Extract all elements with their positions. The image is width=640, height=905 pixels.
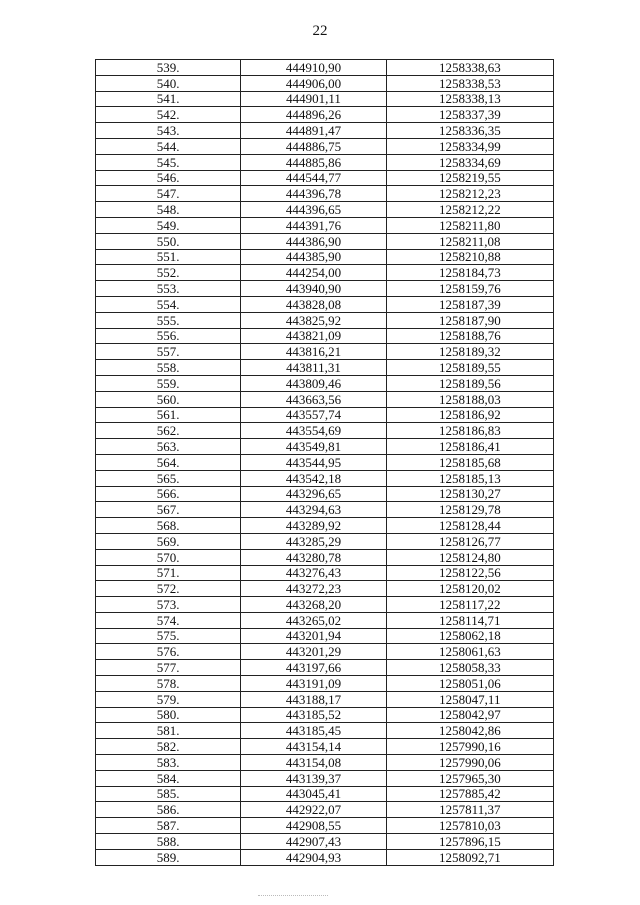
x-coordinate-cell: 442907,43 — [241, 834, 386, 850]
y-coordinate-cell: 1258188,76 — [386, 328, 553, 344]
point-number-cell: 580. — [96, 707, 241, 723]
x-coordinate-cell: 444891,47 — [241, 123, 386, 139]
x-coordinate-cell: 443296,65 — [241, 486, 386, 502]
y-coordinate-cell: 1258338,63 — [386, 60, 553, 76]
point-number-cell: 559. — [96, 375, 241, 391]
point-number-cell: 569. — [96, 533, 241, 549]
y-coordinate-cell: 1257811,37 — [386, 802, 553, 818]
table-row — [96, 739, 554, 755]
x-coordinate-cell: 442908,55 — [241, 818, 386, 834]
y-coordinate-cell: 1258187,39 — [386, 296, 553, 312]
x-coordinate-cell: 443201,29 — [241, 644, 386, 660]
table-row — [96, 375, 554, 391]
table-row — [96, 581, 554, 597]
point-number-cell: 558. — [96, 360, 241, 376]
point-number-cell: 551. — [96, 249, 241, 265]
y-coordinate-cell: 1258189,32 — [386, 344, 553, 360]
table-row — [96, 296, 554, 312]
table-row — [96, 660, 554, 676]
y-coordinate-cell: 1258092,71 — [386, 849, 553, 865]
table-row — [96, 202, 554, 218]
point-number-cell: 574. — [96, 612, 241, 628]
table-row — [96, 407, 554, 423]
y-coordinate-cell: 1257965,30 — [386, 770, 553, 786]
x-coordinate-cell: 443816,21 — [241, 344, 386, 360]
table-row — [96, 391, 554, 407]
table-row — [96, 360, 554, 376]
y-coordinate-cell: 1258061,63 — [386, 644, 553, 660]
y-coordinate-cell: 1258129,78 — [386, 502, 553, 518]
x-coordinate-cell: 444896,26 — [241, 107, 386, 123]
point-number-cell: 577. — [96, 660, 241, 676]
x-coordinate-cell: 443197,66 — [241, 660, 386, 676]
x-coordinate-cell: 444544,77 — [241, 170, 386, 186]
x-coordinate-cell: 443191,09 — [241, 676, 386, 692]
table-row — [96, 691, 554, 707]
x-coordinate-cell: 443811,31 — [241, 360, 386, 376]
x-coordinate-cell: 444906,00 — [241, 75, 386, 91]
y-coordinate-cell: 1258047,11 — [386, 691, 553, 707]
y-coordinate-cell: 1257885,42 — [386, 786, 553, 802]
table-row — [96, 470, 554, 486]
point-number-cell: 539. — [96, 60, 241, 76]
y-coordinate-cell: 1258211,80 — [386, 217, 553, 233]
table-row — [96, 707, 554, 723]
y-coordinate-cell: 1258186,92 — [386, 407, 553, 423]
x-coordinate-cell: 443139,37 — [241, 770, 386, 786]
y-coordinate-cell: 1258338,13 — [386, 91, 553, 107]
x-coordinate-cell: 443828,08 — [241, 296, 386, 312]
x-coordinate-cell: 444901,11 — [241, 91, 386, 107]
point-number-cell: 587. — [96, 818, 241, 834]
table-row — [96, 281, 554, 297]
point-number-cell: 589. — [96, 849, 241, 865]
x-coordinate-cell: 444910,90 — [241, 60, 386, 76]
table-row — [96, 612, 554, 628]
point-number-cell: 576. — [96, 644, 241, 660]
table-row — [96, 802, 554, 818]
y-coordinate-cell: 1258128,44 — [386, 518, 553, 534]
point-number-cell: 579. — [96, 691, 241, 707]
table-row — [96, 644, 554, 660]
point-number-cell: 540. — [96, 75, 241, 91]
table-row — [96, 328, 554, 344]
page-number: 22 — [312, 23, 328, 39]
point-number-cell: 555. — [96, 312, 241, 328]
x-coordinate-cell: 443154,08 — [241, 755, 386, 771]
x-coordinate-cell: 443201,94 — [241, 628, 386, 644]
table-row — [96, 138, 554, 154]
point-number-cell: 578. — [96, 676, 241, 692]
y-coordinate-cell: 1258117,22 — [386, 597, 553, 613]
y-coordinate-cell: 1257896,15 — [386, 834, 553, 850]
y-coordinate-cell: 1258189,56 — [386, 375, 553, 391]
point-number-cell: 563. — [96, 439, 241, 455]
y-coordinate-cell: 1258124,80 — [386, 549, 553, 565]
coordinates-table-body — [96, 60, 554, 866]
table-row — [96, 533, 554, 549]
point-number-cell: 588. — [96, 834, 241, 850]
x-coordinate-cell: 443265,02 — [241, 612, 386, 628]
x-coordinate-cell: 444396,65 — [241, 202, 386, 218]
y-coordinate-cell: 1258114,71 — [386, 612, 553, 628]
y-coordinate-cell: 1258058,33 — [386, 660, 553, 676]
x-coordinate-cell: 443294,63 — [241, 502, 386, 518]
coordinates-table — [95, 59, 554, 866]
y-coordinate-cell: 1258338,53 — [386, 75, 553, 91]
table-row — [96, 628, 554, 644]
point-number-cell: 545. — [96, 154, 241, 170]
point-number-cell: 553. — [96, 281, 241, 297]
point-number-cell: 542. — [96, 107, 241, 123]
x-coordinate-cell: 442922,07 — [241, 802, 386, 818]
y-coordinate-cell: 1258185,68 — [386, 454, 553, 470]
table-row — [96, 312, 554, 328]
x-coordinate-cell: 444254,00 — [241, 265, 386, 281]
point-number-cell: 581. — [96, 723, 241, 739]
x-coordinate-cell: 443542,18 — [241, 470, 386, 486]
table-row — [96, 786, 554, 802]
point-number-cell: 556. — [96, 328, 241, 344]
x-coordinate-cell: 443272,23 — [241, 581, 386, 597]
y-coordinate-cell: 1258210,88 — [386, 249, 553, 265]
table-row — [96, 597, 554, 613]
y-coordinate-cell: 1258188,03 — [386, 391, 553, 407]
point-number-cell: 548. — [96, 202, 241, 218]
table-row — [96, 565, 554, 581]
y-coordinate-cell: 1258184,73 — [386, 265, 553, 281]
x-coordinate-cell: 442904,93 — [241, 849, 386, 865]
y-coordinate-cell: 1258186,83 — [386, 423, 553, 439]
y-coordinate-cell: 1257990,06 — [386, 755, 553, 771]
y-coordinate-cell: 1258185,13 — [386, 470, 553, 486]
table-row — [96, 549, 554, 565]
table-row — [96, 518, 554, 534]
table-row — [96, 75, 554, 91]
y-coordinate-cell: 1258122,56 — [386, 565, 553, 581]
point-number-cell: 567. — [96, 502, 241, 518]
point-number-cell: 557. — [96, 344, 241, 360]
x-coordinate-cell: 443663,56 — [241, 391, 386, 407]
table-row — [96, 454, 554, 470]
table-row — [96, 233, 554, 249]
point-number-cell: 573. — [96, 597, 241, 613]
point-number-cell: 543. — [96, 123, 241, 139]
point-number-cell: 549. — [96, 217, 241, 233]
point-number-cell: 570. — [96, 549, 241, 565]
x-coordinate-cell: 443185,45 — [241, 723, 386, 739]
x-coordinate-cell: 443276,43 — [241, 565, 386, 581]
x-coordinate-cell: 443154,14 — [241, 739, 386, 755]
point-number-cell: 554. — [96, 296, 241, 312]
table-row — [96, 249, 554, 265]
table-row — [96, 723, 554, 739]
x-coordinate-cell: 444396,78 — [241, 186, 386, 202]
table-row — [96, 91, 554, 107]
y-coordinate-cell: 1258219,55 — [386, 170, 553, 186]
x-coordinate-cell: 443285,29 — [241, 533, 386, 549]
point-number-cell: 584. — [96, 770, 241, 786]
table-row — [96, 217, 554, 233]
table-row — [96, 834, 554, 850]
point-number-cell: 562. — [96, 423, 241, 439]
y-coordinate-cell: 1258042,97 — [386, 707, 553, 723]
x-coordinate-cell: 444886,75 — [241, 138, 386, 154]
point-number-cell: 560. — [96, 391, 241, 407]
point-number-cell: 575. — [96, 628, 241, 644]
x-coordinate-cell: 444885,86 — [241, 154, 386, 170]
y-coordinate-cell: 1258051,06 — [386, 676, 553, 692]
y-coordinate-cell: 1258187,90 — [386, 312, 553, 328]
point-number-cell: 585. — [96, 786, 241, 802]
y-coordinate-cell: 1258336,35 — [386, 123, 553, 139]
x-coordinate-cell: 443554,69 — [241, 423, 386, 439]
y-coordinate-cell: 1258212,23 — [386, 186, 553, 202]
table-row — [96, 170, 554, 186]
point-number-cell: 571. — [96, 565, 241, 581]
y-coordinate-cell: 1258212,22 — [386, 202, 553, 218]
point-number-cell: 566. — [96, 486, 241, 502]
y-coordinate-cell: 1258130,27 — [386, 486, 553, 502]
y-coordinate-cell: 1258062,18 — [386, 628, 553, 644]
point-number-cell: 550. — [96, 233, 241, 249]
y-coordinate-cell: 1257810,03 — [386, 818, 553, 834]
x-coordinate-cell: 443544,95 — [241, 454, 386, 470]
point-number-cell: 561. — [96, 407, 241, 423]
y-coordinate-cell: 1258334,99 — [386, 138, 553, 154]
point-number-cell: 547. — [96, 186, 241, 202]
table-row — [96, 123, 554, 139]
table-row — [96, 344, 554, 360]
point-number-cell: 544. — [96, 138, 241, 154]
x-coordinate-cell: 443268,20 — [241, 597, 386, 613]
point-number-cell: 586. — [96, 802, 241, 818]
table-row — [96, 502, 554, 518]
table-row — [96, 818, 554, 834]
point-number-cell: 583. — [96, 755, 241, 771]
x-coordinate-cell: 443825,92 — [241, 312, 386, 328]
point-number-cell: 546. — [96, 170, 241, 186]
table-row — [96, 770, 554, 786]
x-coordinate-cell: 444391,76 — [241, 217, 386, 233]
y-coordinate-cell: 1258189,55 — [386, 360, 553, 376]
table-row — [96, 439, 554, 455]
point-number-cell: 552. — [96, 265, 241, 281]
x-coordinate-cell: 444386,90 — [241, 233, 386, 249]
y-coordinate-cell: 1258159,76 — [386, 281, 553, 297]
x-coordinate-cell: 443185,52 — [241, 707, 386, 723]
x-coordinate-cell: 443549,81 — [241, 439, 386, 455]
table-row — [96, 60, 554, 76]
y-coordinate-cell: 1257990,16 — [386, 739, 553, 755]
y-coordinate-cell: 1258126,77 — [386, 533, 553, 549]
table-row — [96, 154, 554, 170]
y-coordinate-cell: 1258337,39 — [386, 107, 553, 123]
table-row — [96, 486, 554, 502]
x-coordinate-cell: 443557,74 — [241, 407, 386, 423]
x-coordinate-cell: 444385,90 — [241, 249, 386, 265]
x-coordinate-cell: 443289,92 — [241, 518, 386, 534]
point-number-cell: 564. — [96, 454, 241, 470]
table-row — [96, 676, 554, 692]
point-number-cell: 582. — [96, 739, 241, 755]
x-coordinate-cell: 443809,46 — [241, 375, 386, 391]
point-number-cell: 541. — [96, 91, 241, 107]
point-number-cell: 565. — [96, 470, 241, 486]
y-coordinate-cell: 1258186,41 — [386, 439, 553, 455]
x-coordinate-cell: 443821,09 — [241, 328, 386, 344]
y-coordinate-cell: 1258211,08 — [386, 233, 553, 249]
x-coordinate-cell: 443188,17 — [241, 691, 386, 707]
x-coordinate-cell: 443940,90 — [241, 281, 386, 297]
y-coordinate-cell: 1258334,69 — [386, 154, 553, 170]
y-coordinate-cell: 1258042,86 — [386, 723, 553, 739]
table-row — [96, 107, 554, 123]
table-row — [96, 755, 554, 771]
x-coordinate-cell: 443280,78 — [241, 549, 386, 565]
table-row — [96, 849, 554, 865]
x-coordinate-cell: 443045,41 — [241, 786, 386, 802]
point-number-cell: 568. — [96, 518, 241, 534]
table-row — [96, 265, 554, 281]
scan-artifact-mark — [258, 895, 328, 896]
table-row — [96, 186, 554, 202]
point-number-cell: 572. — [96, 581, 241, 597]
y-coordinate-cell: 1258120,02 — [386, 581, 553, 597]
table-row — [96, 423, 554, 439]
